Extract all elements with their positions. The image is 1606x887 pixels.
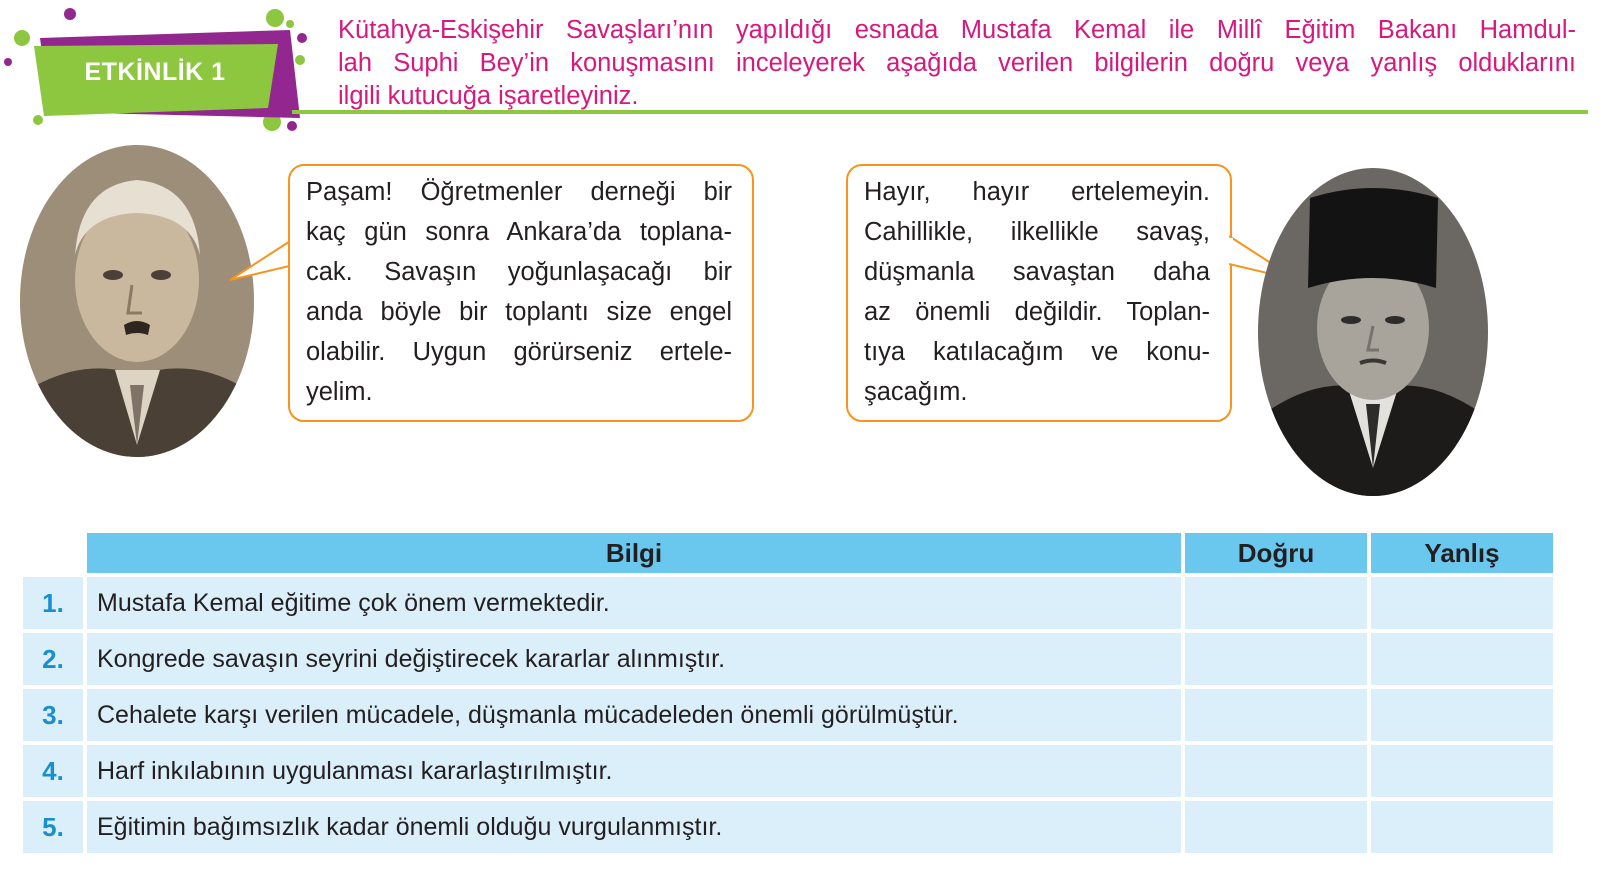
instruction-line: Kütahya-Eskişehir Savaşları’nın yapıldığı esnada Mustafa Kemal ile Millî Eğitim Bakanı Hamdul- [338, 16, 1576, 44]
right-speech-line: Cahillikle, ilkellikle savaş, [864, 218, 1210, 246]
left-speech-line: olabilir. Uygun görürseniz ertele- [306, 338, 732, 366]
row-statement: Mustafa Kemal eğitime çok önem vermektedir. [87, 577, 1181, 629]
left-speech-line: cak. Savaşın yoğunlaşacağı bir [306, 258, 732, 286]
right-speech-line: Hayır, hayır ertelemeyin. [864, 178, 1210, 206]
left-speech-line: yelim. [306, 378, 373, 406]
activity-badge [0, 0, 320, 140]
false-checkbox-cell[interactable] [1371, 689, 1553, 741]
true-checkbox-cell[interactable] [1185, 689, 1367, 741]
table-row [23, 745, 1553, 797]
row-statement: Kongrede savaşın seyrini değiştirecek kararlar alınmıştır. [87, 633, 1181, 685]
true-false-table [19, 529, 1557, 857]
black-white-portrait-man-kalpak-icon [1258, 168, 1488, 496]
row-statement: Eğitimin bağımsızlık kadar önemli olduğu vurgulanmıştır. [87, 801, 1181, 853]
left-speech-line: kaç gün sonra Ankara’da toplana- [306, 218, 732, 246]
header-false: Yanlış [1371, 533, 1553, 573]
table-row [23, 801, 1553, 853]
false-checkbox-cell[interactable] [1371, 745, 1553, 797]
header-info: Bilgi [87, 533, 1181, 573]
left-speech-line: anda böyle bir toplantı size engel [306, 298, 732, 326]
table-corner [23, 533, 83, 573]
row-statement: Harf inkılabının uygulanması kararlaştırılmıştır. [87, 745, 1181, 797]
right-speech-line: tıya katılacağım ve konu- [864, 338, 1210, 366]
table-row [23, 633, 1553, 685]
true-checkbox-cell[interactable] [1185, 633, 1367, 685]
header-divider [292, 110, 1588, 114]
row-number: 2. [23, 633, 83, 685]
false-checkbox-cell[interactable] [1371, 577, 1553, 629]
row-number: 3. [23, 689, 83, 741]
table-row [23, 689, 1553, 741]
right-speech-line: şacağım. [864, 378, 968, 406]
instruction-line: ilgili kutucuğa işaretleyiniz. [338, 82, 639, 110]
sepia-portrait-man-icon [20, 145, 254, 457]
true-checkbox-cell[interactable] [1185, 745, 1367, 797]
row-number: 4. [23, 745, 83, 797]
row-number: 5. [23, 801, 83, 853]
true-checkbox-cell[interactable] [1185, 801, 1367, 853]
instruction-text [338, 14, 1576, 113]
row-statement: Cehalete karşı verilen mücadele, düşmanla mücadeleden önemli görülmüştür. [87, 689, 1181, 741]
true-checkbox-cell[interactable] [1185, 577, 1367, 629]
row-number: 1. [23, 577, 83, 629]
header-true: Doğru [1185, 533, 1367, 573]
right-speech-bubble [846, 164, 1232, 422]
left-speech-bubble [288, 164, 754, 422]
false-checkbox-cell[interactable] [1371, 633, 1553, 685]
right-speech-line: düşmanla savaştan daha [864, 258, 1210, 286]
left-portrait [20, 145, 254, 457]
table-row [23, 577, 1553, 629]
false-checkbox-cell[interactable] [1371, 801, 1553, 853]
badge-label: ETKİNLİK 1 [84, 58, 226, 86]
instruction-line: lah Suphi Bey’in konuşmasını inceleyerek aşağıda verilen bilgilerin doğru veya yanlış olduklarını [338, 49, 1576, 77]
left-speech-line: Paşam! Öğretmenler derneği bir [306, 178, 732, 206]
right-speech-line: az önemli değildir. Toplan- [864, 298, 1210, 326]
right-portrait [1258, 168, 1488, 496]
